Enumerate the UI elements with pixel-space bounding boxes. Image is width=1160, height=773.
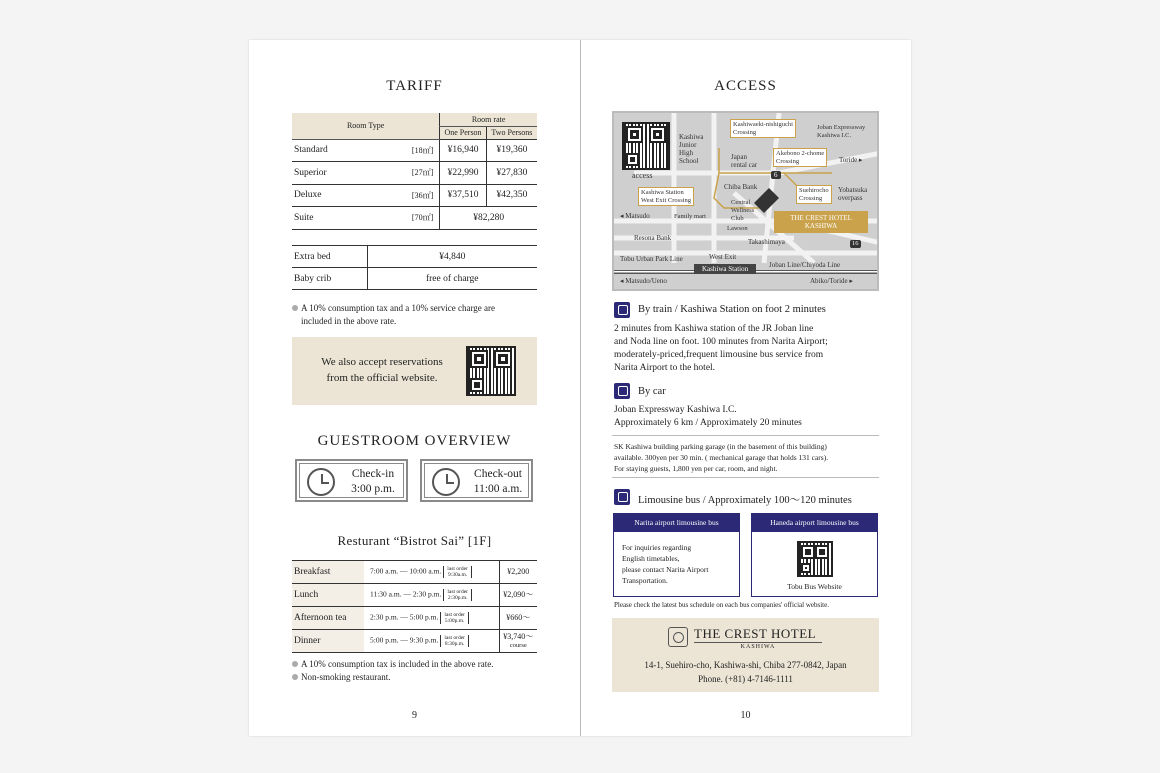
meal-price — [499, 630, 537, 653]
meal-name: Afternoon tea — [292, 607, 364, 630]
map-label-matsudo-ueno: ◂ Matsudo/Ueno — [620, 277, 667, 285]
overview-title: GUESTROOM OVERVIEW — [317, 433, 512, 449]
access-map[interactable] — [612, 111, 879, 291]
meal-name: Breakfast — [292, 561, 364, 584]
room-size: [36㎡] — [375, 184, 440, 207]
restaurant-table — [292, 560, 537, 653]
restaurant-notes — [292, 658, 493, 684]
last-order-label: last order — [447, 589, 469, 595]
car-icon — [614, 383, 630, 399]
map-label-west-exit: West Exit — [709, 253, 737, 261]
room-type: Standard — [292, 139, 375, 162]
checkout-text — [466, 467, 530, 497]
map-label-resona: Resona Bank — [634, 234, 672, 242]
meal-price-value: ¥2,200 — [507, 567, 530, 576]
reservation-text — [312, 354, 452, 386]
last-order — [440, 612, 469, 624]
train-title: By train / Kashiwa Station on foot 2 minutes — [638, 304, 826, 315]
map-label-toride: Toride ▸ — [839, 156, 863, 164]
room-type: Superior — [292, 162, 375, 185]
last-order-time: 9:30a.m. — [447, 572, 468, 578]
divider — [612, 477, 879, 478]
clock-icon — [432, 468, 460, 496]
checkout-label: Check-out — [474, 468, 522, 480]
restaurant-title: Resturant “Bistrot Sai” [1F] — [337, 533, 492, 548]
access-title: ACCESS — [714, 78, 777, 94]
meal-name: Dinner — [292, 630, 364, 653]
table-row — [292, 268, 537, 290]
restaurant-note-line: Non-smoking restaurant. — [301, 672, 391, 682]
bullet-icon — [292, 305, 298, 311]
extra-table — [292, 245, 537, 290]
col-one-person: One Person — [440, 126, 487, 139]
tariff-title: TARIFF — [386, 78, 443, 94]
bus-qr-code-icon[interactable] — [797, 541, 833, 577]
meal-time: 11:30 a.m. — 2:30 p.m. — [370, 589, 442, 599]
col-room-rate: Room rate — [440, 113, 537, 126]
last-order — [443, 589, 472, 601]
meal-name: Lunch — [292, 584, 364, 607]
table-row — [292, 162, 537, 185]
map-label-joban-line: Joban Line/Chiyoda Line — [769, 261, 841, 269]
map-label-family-mart: Family mart — [674, 213, 706, 220]
reservation-line: We also accept reservations — [321, 356, 443, 368]
last-order-time: 8:30p.m. — [444, 641, 465, 647]
table-row — [292, 246, 537, 268]
price-suite: ¥82,280 — [440, 207, 537, 230]
meal-price — [499, 561, 537, 584]
map-route-6: 6 — [771, 171, 781, 179]
tax-note-line: A 10% consumption tax and a 10% service charge are — [301, 303, 496, 313]
last-order-time: 5:00p.m. — [444, 618, 465, 624]
extra-label: Baby crib — [292, 268, 367, 290]
divider — [612, 435, 879, 436]
narita-line: For inquiries regarding — [622, 543, 692, 552]
page-number: 10 — [740, 710, 751, 721]
train-body-line: 2 minutes from Kashiwa station of the JR Joban line — [614, 324, 814, 334]
car-title: By car — [638, 386, 666, 397]
qr-code-icon[interactable] — [466, 346, 516, 396]
narita-line: Transportation. — [622, 576, 668, 585]
tax-note-line: included in the above rate. — [301, 316, 397, 326]
meal-price-note: course — [509, 641, 527, 649]
last-order-time: 2:30p.m. — [447, 595, 468, 601]
train-body — [614, 323, 828, 375]
room-size: [70㎡] — [375, 207, 440, 230]
map-label-joban-ic: Joban Expressway Kashiwa I.C. — [817, 124, 866, 139]
restaurant-note-line: A 10% consumption tax is included in the above rate. — [301, 659, 494, 669]
bullet-icon — [292, 661, 298, 667]
table-row — [292, 630, 537, 653]
narita-line: English timetables, — [622, 554, 680, 563]
page-right — [580, 40, 911, 736]
map-label-abiko-toride: Abiko/Toride ▸ — [810, 277, 853, 285]
narita-bus-head: Narita airport limousine bus — [614, 514, 739, 532]
checkout-box — [420, 459, 533, 502]
meal-time: 2:30 p.m. — 5:00 p.m. — [370, 612, 439, 622]
haneda-bus-box — [751, 513, 878, 597]
meal-price-value: ¥660〜 — [506, 613, 531, 622]
map-route-16: 16 — [852, 240, 859, 247]
map-label-takashimaya: Takashimaya — [748, 238, 785, 246]
checkin-text — [341, 467, 405, 497]
map-label-nishiguchi: Kashiwaeki-nishiguchi Crossing — [730, 119, 796, 138]
bullet-icon — [292, 674, 298, 680]
meal-price-value: ¥2,090〜 — [503, 590, 534, 599]
table-row — [292, 184, 537, 207]
hotel-sub: KASHIWA — [694, 642, 822, 650]
hotel-logo-icon — [668, 627, 688, 647]
hotel-footer — [612, 618, 879, 692]
hotel-contact — [612, 658, 879, 686]
meal-time: 7:00 a.m. — 10:00 a.m. — [370, 566, 442, 576]
train-icon — [614, 302, 630, 318]
map-label-hotel: THE CREST HOTEL KASHIWA — [774, 211, 868, 233]
room-size: [27㎡] — [375, 162, 440, 185]
meal-price-value: ¥3,740〜 — [503, 631, 534, 641]
narita-line: please contact Narita Airport — [622, 565, 709, 574]
map-label-yobatsuka: Yobatsuka overpass — [838, 186, 868, 202]
train-body-line: moderately-priced,frequent limousine bus service from — [614, 350, 824, 360]
map-label-suehirocho: Suehirocho Crossing — [796, 185, 832, 204]
reservation-line: from the official website. — [326, 372, 438, 384]
train-body-line: and Noda line on foot. 100 minutes from Narita Airport; — [614, 337, 828, 347]
bus-icon — [614, 489, 630, 505]
map-label-west-exit-crossing: Kashiwa Station West Exit Crossing — [638, 187, 694, 206]
price-one: ¥22,990 — [440, 162, 487, 185]
checkin-time: 3:00 p.m. — [351, 483, 395, 495]
room-type: Deluxe — [292, 184, 375, 207]
map-label-kashiwa-station: Kashiwa Station — [694, 264, 756, 274]
extra-label: Extra bed — [292, 246, 367, 268]
map-label-access: access — [632, 171, 653, 180]
tax-note — [292, 302, 495, 328]
checkin-label: Check-in — [351, 468, 395, 480]
hotel-address: 14-1, Suehiro-cho, Kashiwa-shi, Chiba 277-0842, Japan — [644, 660, 847, 670]
price-two: ¥27,830 — [486, 162, 537, 185]
train-body-line: Narita Airport to the hotel. — [614, 363, 716, 373]
page-number: 9 — [412, 710, 417, 721]
map-label-wellness: Central Wellness Club — [731, 199, 755, 222]
price-two: ¥19,360 — [486, 139, 537, 162]
last-order-label: last order — [444, 635, 465, 641]
tariff-table — [292, 113, 537, 230]
meal-hours — [364, 561, 499, 584]
table-row — [292, 561, 537, 584]
checkout-time: 11:00 a.m. — [473, 483, 523, 495]
price-one: ¥16,940 — [440, 139, 487, 162]
table-row — [292, 584, 537, 607]
reservation-box — [292, 337, 537, 405]
parking-info — [614, 441, 828, 474]
map-label-matsudo: ◂ Matsudo — [620, 212, 650, 220]
extra-value: ¥4,840 — [367, 246, 537, 268]
bus-title: Limousine bus / Approximately 100〜120 minutes — [638, 495, 852, 506]
meal-time: 5:00 p.m. — 9:30 p.m. — [370, 635, 439, 645]
last-order-label: last order — [447, 566, 468, 572]
brochure-spread — [249, 40, 911, 736]
map-label-school: Kashiwa Junior High School — [679, 133, 704, 165]
room-size: [18㎡] — [375, 139, 440, 162]
last-order — [443, 566, 472, 578]
table-row — [292, 139, 537, 162]
clock-icon — [307, 468, 335, 496]
parking-line: available. 300yen per 30 min. ( mechanical garage that holds 131 cars). — [614, 453, 829, 462]
map-label-rental: Japan rental car — [731, 153, 758, 169]
meal-hours — [364, 584, 499, 607]
map-label-chiba-bank: Chiba Bank — [724, 183, 758, 191]
col-room-type: Room Type — [292, 113, 440, 139]
checkin-box — [295, 459, 408, 502]
parking-line: SK Kashiwa building parking garage (in the basement of this building) — [614, 442, 827, 451]
haneda-bus-head: Haneda airport limousine bus — [752, 514, 877, 532]
last-order — [440, 635, 469, 647]
narita-bus-text — [622, 542, 708, 586]
map-label-lawson: Lawson — [727, 225, 748, 232]
price-two: ¥42,350 — [486, 184, 537, 207]
table-row — [292, 207, 537, 230]
page-left — [249, 40, 580, 736]
parking-line: For staying guests, 1,800 yen per car, room, and night. — [614, 464, 778, 473]
table-row — [292, 607, 537, 630]
narita-bus-box — [613, 513, 740, 597]
price-one: ¥37,510 — [440, 184, 487, 207]
haneda-caption: Tobu Bus Website — [787, 582, 842, 591]
car-body — [614, 404, 802, 430]
meal-hours — [364, 607, 499, 630]
room-type: Suite — [292, 207, 375, 230]
extra-value: free of charge — [367, 268, 537, 290]
meal-hours — [364, 630, 499, 653]
bus-note: Please check the latest bus schedule on each bus companies' official website. — [614, 601, 829, 609]
map-qr-code-icon[interactable] — [622, 122, 670, 170]
car-body-line: Joban Expressway Kashiwa I.C. — [614, 405, 737, 415]
car-body-line: Approximately 6 km / Approximately 20 minutes — [614, 418, 802, 428]
last-order-label: last order — [444, 612, 465, 618]
hotel-name: THE CREST HOTEL — [694, 626, 817, 641]
hotel-phone: Phone. (+81) 4-7146-1111 — [698, 674, 793, 684]
meal-price — [499, 584, 537, 607]
meal-price — [499, 607, 537, 630]
col-two-persons: Two Persons — [486, 126, 537, 139]
map-label-akebono: Akebono 2-chome Crossing — [773, 148, 827, 167]
map-label-tobu-line: Tobu Urban Park Line — [620, 255, 683, 263]
